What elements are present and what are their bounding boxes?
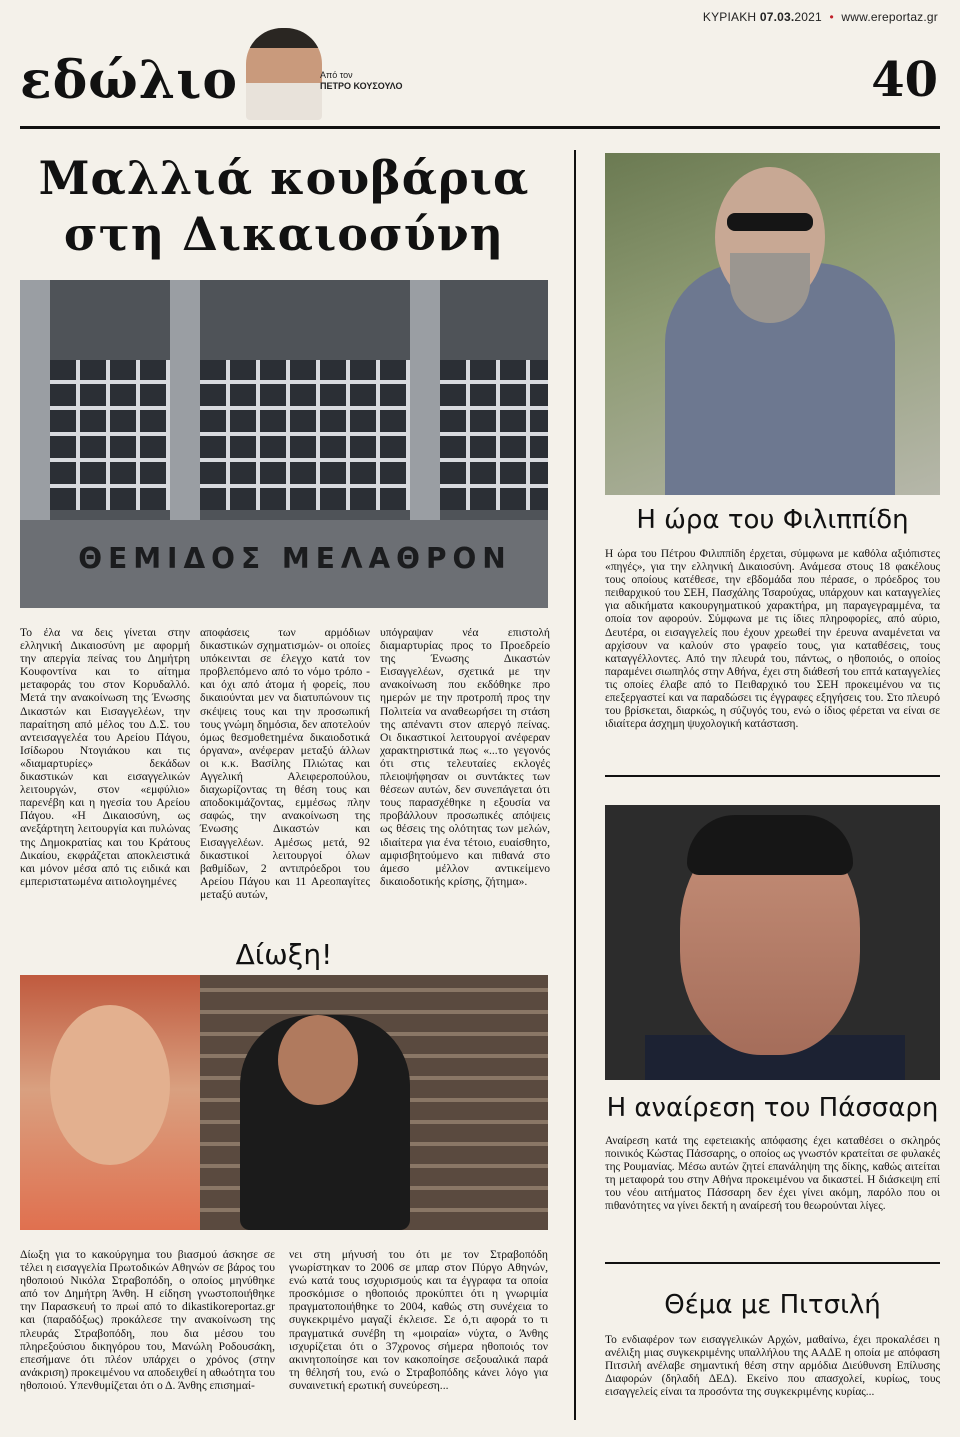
main-article-col-1: Το έλα να δεις γίνεται στην ελληνική Δικαιοσύνη με αφορμή την απεργία πείνας του Δημήτρη Κουφοντίνα και το αίτημα μεταφοράς του στον Κορυδαλλό. Μετά την ανακοίνωση της Ένωσης Δικαστών και Εισαγγελέων, την παραίτηση από μέλος του Δ.Σ. του αντεισαγγελέα του Αρείου Πάγου, Ισίδωρου Ντογιάκου και τις «διαμαρτυρίες» δεκάδων δικαστικών και εισαγγελικών λειτουργών, στον «εμφύλιο» παρενέβη και η ηγεσία του Αρείου Πάγου. «Η Δικαιοσύνη, ως ανεξάρτητη λειτουργία και πυλώνας της Δημοκρατίας και του Κράτους Δικαίου, εκφράζεται αποκλειστικά και μόνον μέσα από τις ειδικά και εμπεριστατωμένα αιτιολογημένες <box>20 626 190 888</box>
headline-line-2: στη Δικαιοσύνη <box>63 207 505 261</box>
author-name: ΠΕΤΡΟ ΚΟΥΣΟΥΛΟ <box>320 81 403 91</box>
main-headline <box>20 150 548 262</box>
pasaris-photo <box>605 805 940 1080</box>
issue-date: 07.03. <box>759 10 795 24</box>
author-photo <box>246 28 322 120</box>
issue-day: ΚΥΡΙΑΚΗ <box>702 10 757 24</box>
pasaris-title: Η αναίρεση του Πάσσαρη <box>606 1093 939 1123</box>
supreme-court-photo <box>20 280 548 608</box>
pitsili-text: Το ενδιαφέρον των εισαγγελικών Αρχών, μαθαίνω, έχει προκαλέσει η ανέλιξη μιας συγκεκριμένης υπαλλήλου της ΑΑΔΕ η οποία με απόφαση Πιτσιλή ανέλαβε σημαντική θέση στην αρμόδια Διεύθυνση Επίλυσης Διαφορών (δηλαδή ΔΕΔ). Εκείνο που απασχολεί, κυρίως, τους εισαγγελείς είναι τα προσόντα της συγκεκριμένης κυρίας... <box>605 1334 940 1399</box>
filippidis-title: Η ώρα του Φιλιππίδη <box>636 505 909 535</box>
column-divider <box>574 150 576 1420</box>
section-logo: εδώλιο <box>20 50 239 111</box>
author-byline <box>320 70 402 92</box>
main-article-col-2: αποφάσεις των αρμόδιων δικαστικών σχηματισμών- οι οποίες υπόκεινται σε έλεγχο κατά τον προβλεπόμενο από το νόμο τρόπο - και όχι από άτομα ή φορείς, που δικαιούνται μεν να διατυπώνουν τις σκέψεις τους και την προσωπική τους γνώμη δημόσια, δεν αποτελούν όμως θεσμοθετημένα δικαιοδοτικά όργανα», ανέφεραν μεταξύ άλλων οι κ.κ. Βασίλης Πλιώτας και Αγγελική Αλειφεροπούλου, διαχωρίζοντας τη θέση τους και αποδοκιμάζοντας, εμμέσως πλην σαφώς, την ανακοίνωση της Ένωσης Δικαστών και Εισαγγελέων. Αμέσως μετά, 92 δικαστικοί λειτουργοί όλων βαθμίδων, 2 αντιπρόεδροι του Αρείου Πάγου και 11 Αρεοπαγίτες μεταξύ αυτών, <box>200 626 370 901</box>
separator-dot: • <box>829 10 834 24</box>
site-url[interactable]: www.ereportaz.gr <box>841 10 938 24</box>
section-masthead <box>20 40 940 120</box>
filippidis-text: Η ώρα του Πέτρου Φιλιππίδη έρχεται, σύμφωνα με καθόλα αξιόπιστες «πηγές», για την ελληνική Δικαιοσύνη. Ανάμεσα στους 18 φακέλους τους οποίους κατέθεσε, την εβδομάδα που πέρασε, ο πρόεδρος του πειθαρχικού του ΣΕΗ, Πασχάλης Τσαρούχας, υπάρχουν και καταγγελίες για αδικήματα κακουργηματικού χαρακτήρα, μη παραγεγραμμένα, τα οποία τον αφορούν. Σύμφωνα με τις ίδιες πληροφορίες, από αύριο, Δευτέρα, οι εισαγγελείς που έχουν χρεωθεί την έρευνα αναμένεται να αρχίσουν να καλούν στο γραφείο τους, για καταθέσεις, τους καταγγέλλοντες. Από την πλευρά του, πάντως, ο ηθοποιός, ο οποίος παραμένει σιωπηλός στην Αθήνα, έχει στη διάθεσή του επτά καταγγελίες τις οποίες έλαβε από το Πειθαρχικό του ΣΕΗ προκειμένου να τις επεξεργαστεί και να παραδώσει τις έγγραφες εξηγήσεις του. Στο πλευρό του βρίσκεται, διαρκώς, η σύζυγός του, ενώ ο ίδιος φέρεται να είναι σε ιδιαίτερα άσχημη ψυχολογική κατάσταση. <box>605 548 940 731</box>
dioxi-photo <box>20 975 548 1230</box>
dioxi-text-col-2: νει στη μήνυσή του ότι με τον Στραβοπόδη γνωρίστηκαν το 2006 σε μπαρ στον Πύργο Αθηνών, ενώ κατά τους ισχυρισμούς και τα έγγραφα τα οποία προσκόμισε ο ηθοποιός προκύπτει ότι η γνωριμία πραγματοποιήθηκε το 2004, καθώς στη συνέχεια το συγκεκριμένο μαγαζί έκλεισε. Σε ό,τι αφορά το τι πραγματικά συνέβη τη «μοιραία» νύχτα, ο Άνθης ισχυρίζεται ότι ο 37χρονος σήμερα ηθοποιός τον ακινητοποίησε και τον κακοποίησε σεξουαλικά παρά τη θέλησή του, ενώ ο Στραβοπόδης κάνει λόγο για συναινετική ερωτική συνεύρεση... <box>289 1248 548 1392</box>
sidebar-rule-1 <box>605 775 940 777</box>
dioxi-text-col-1: Δίωξη για το κακούργημα του βιασμού άσκησε σε τέλει η εισαγγελία Πρωτοδικών Αθηνών σε βάρος του ηθοποιού Νικόλα Στραβοπόδη, ο οποίος μηνύθηκε από τον Δημήτρη Άνθη. Η είδηση γνωστοποιήθηκε την Παρασκευή το πρωί από το dikastikoreportaz.gr και (παραδόξως) προκάλεσε την ανακοίνωση της πλευράς Στραβοπόδη, που δια μέσου του πληρεξούσιου δικηγόρου του, Μανώλη Ροδουσάκη, επεσήμανε ότι πλέον υπάρχει ο χρόνος (στην ανάκριση) προκειμένου να αποδειχθεί η αθωότητα του ηθοποιού. Υπενθυμίζεται ότι ο Δ. Άνθης επισημαί- <box>20 1248 275 1392</box>
dioxi-title: Δίωξη! <box>20 938 548 971</box>
pitsili-title: Θέμα με Πιτσιλή <box>664 1290 881 1320</box>
page-number: 40 <box>871 52 938 108</box>
author-prefix: Από τον <box>320 70 353 80</box>
pasaris-text: Αναίρεση κατά της εφετειακής απόφασης έχει καταθέσει ο σκληρός ποινικός Κώστας Πάσσαρης, ο οποίος ως γνωστόν κρατείται σε φυλακές της Ρουμανίας. Μέσω αυτών ζητεί επανάληψη της δίκης, καθώς αιτείται τη μεταφορά του στην Αθήνα προκειμένου να δικαστεί. Η διάσκεψη επί του νέου αιτήματος Πάσσαρη δεν έχει γίνει ακόμη, παρόλο που οι πιθανότητες να γίνει δεκτή η αναίρεσή του θεωρούνται λίγες. <box>605 1135 940 1213</box>
main-article-col-3: υπόγραψαν νέα επιστολή διαμαρτυρίας προς το Προεδρείο της Ένωσης Δικαστών Εισαγγελέων, σχετικά με την ανακοίνωση που εκδόθηκε προ ημερών με την προτροπή προς την Πολιτεία να αναθεωρήσει τη στάση της απέναντι στον απεργό πείνας. Οι δικαστικοί λειτουργοί ανέφεραν χαρακτηριστικά πως «...το γεγονός ότι στις τελευταίες εκλογές πλειοψήφησαν οι συντάκτες των θέσεων αυτών, δεν συνεπάγεται ότι τους παρασχέθηκε η εξουσία να προβάλλουν προσωπικές απόψεις ως θέσεις της ολότητας των μελών, ιδιαίτερα για ένα τέτοιο, ευαίσθητο, αμφισβητούμενο και πιθανά στο άμεσο μέλλον αντικείμενο δικαιοδοτικής κρίσης, ζήτημα». <box>380 626 550 888</box>
headline-line-1: Μαλλιά κουβάρια <box>38 151 530 205</box>
filippidis-photo <box>605 153 940 495</box>
issue-dateline <box>703 10 938 24</box>
masthead-rule <box>20 126 940 129</box>
issue-year: 2021 <box>794 10 822 24</box>
sidebar-rule-2 <box>605 1262 940 1264</box>
building-inscription: ΘΕΜΙΔΟΣ ΜΕΛΑΘΡΟΝ <box>78 542 512 575</box>
